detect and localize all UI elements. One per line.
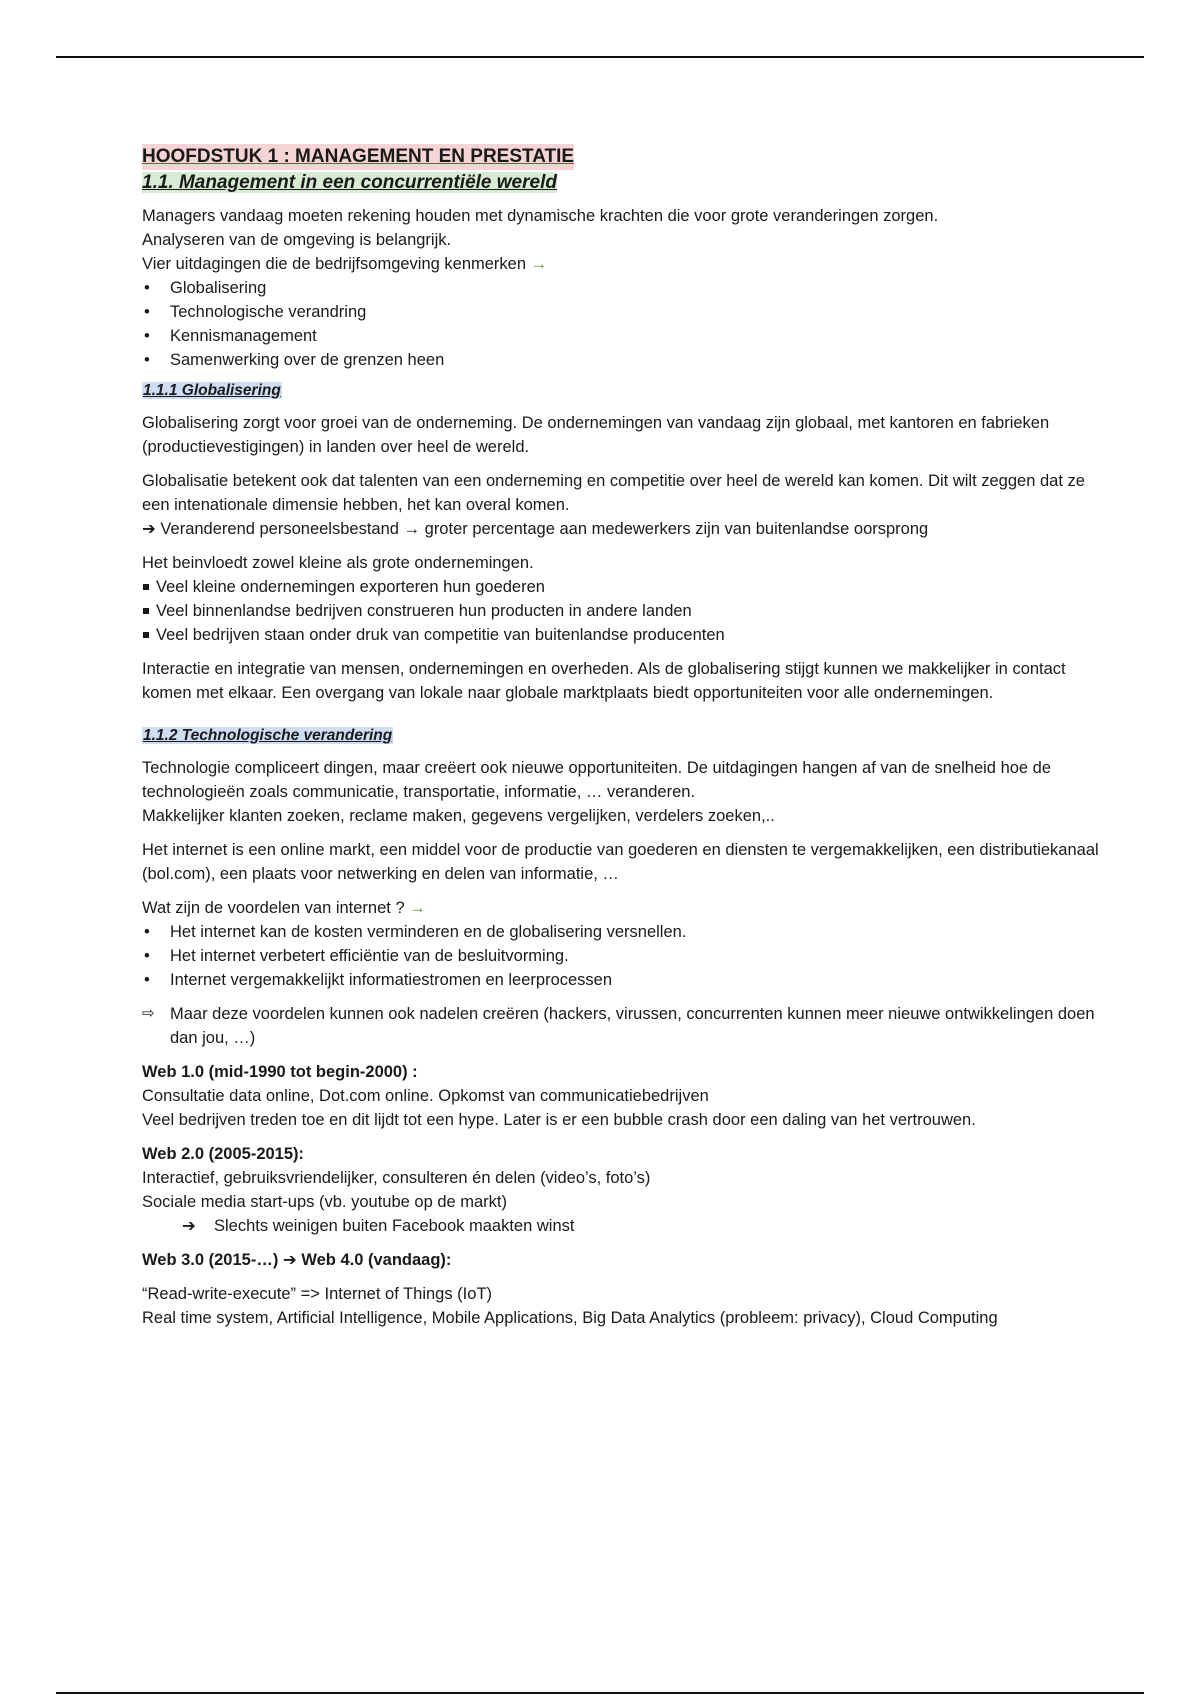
hollow-arrow-icon: ⇨ xyxy=(142,1005,155,1022)
list-item: • Het internet kan de kosten verminderen en de globalisering versnellen. xyxy=(142,920,1112,944)
web3-title xyxy=(142,1248,1112,1272)
list-item: • Samenwerking over de grenzen heen xyxy=(142,348,1112,372)
bold-arrow-icon: ➔ xyxy=(282,1251,297,1269)
chapter-title: HOOFDSTUK 1 : MANAGEMENT EN PRESTATIE xyxy=(142,144,574,170)
subsection-heading-globalisering xyxy=(142,378,1112,403)
list-item: • Globalisering xyxy=(142,276,1112,300)
list-item: • Kennismanagement xyxy=(142,324,1112,348)
paragraph: Globalisatie betekent ook dat talenten van een onderneming en competitie over heel de wereld kan komen. Dit wilt zeggen dat ze een intenationale dimensie hebben, het kan overal komen. xyxy=(142,472,1085,514)
paragraph: Technologie compliceert dingen, maar creëert ook nieuwe opportuniteiten. De uitdagingen hangen af van de snelheid hoe de technologieën zoals communicatie, transportatie, informatie, … veranderen. xyxy=(142,759,1052,801)
arrow-line xyxy=(142,517,1112,541)
paragraph: Het beinvloedt zowel kleine als grote ondernemingen. xyxy=(142,554,534,572)
paragraph: Makkelijker klanten zoeken, reclame maken, gegevens vergelijken, verdelers zoeken,.. xyxy=(142,807,775,825)
caveat-text: Maar deze voordelen kunnen ook nadelen creëren (hackers, virussen, concurrenten kunnen meer nieuwe ontwikkelingen doen dan jou, …) xyxy=(170,1005,1095,1047)
list-item: Veel bedrijven staan onder druk van competitie van buitenlandse producenten xyxy=(142,623,1112,647)
bold-arrow-icon: ➔ xyxy=(182,1217,196,1235)
paragraph: Consultatie data online, Dot.com online. Opkomst van communicatiebedrijven xyxy=(142,1087,709,1105)
right-arrow-icon: → xyxy=(409,899,426,917)
arrow-text: Veranderend personeelsbestand xyxy=(160,520,399,538)
paragraph: Interactief, gebruiksvriendelijker, consulteren én delen (video’s, foto’s) xyxy=(142,1169,651,1187)
list-item: Veel kleine ondernemingen exporteren hun goederen xyxy=(142,575,1112,599)
paragraph: Sociale media start-ups (vb. youtube op de markt) xyxy=(142,1193,508,1211)
list-item: • Technologische verandring xyxy=(142,300,1112,324)
web3-title-a: Web 3.0 (2015-…) xyxy=(142,1251,279,1269)
challenge-list xyxy=(142,276,1112,372)
intro-lead-text: Vier uitdagingen die de bedrijfsomgeving kenmerken xyxy=(142,255,527,273)
paragraph: Globalisering zorgt voor groei van de onderneming. De ondernemingen van vandaag zijn globaal, met kantoren en fabrieken (productievestigingen) in landen over heel de wereld. xyxy=(142,414,1050,456)
list-item: • Internet vergemakkelijkt informatiestromen en leerprocessen xyxy=(142,968,1112,992)
subsection-heading-technologie xyxy=(142,723,1112,748)
web3-title-b: Web 4.0 (vandaag): xyxy=(301,1251,452,1269)
web2-title: Web 2.0 (2005-2015): xyxy=(142,1145,305,1163)
caveat-item xyxy=(142,1002,1112,1050)
list-item: Veel binnenlandse bedrijven construeren hun producten in andere landen xyxy=(142,599,1112,623)
paragraph: Het internet is een online markt, een middel voor de productie van goederen en diensten te vergemakkelijken, een distributiekanaal (bol.com), een plaats voor netwerking en delen van informatie, … xyxy=(142,841,1099,883)
list-item: • Het internet verbetert efficiëntie van de besluitvorming. xyxy=(142,944,1112,968)
web1-title: Web 1.0 (mid-1990 tot begin-2000) : xyxy=(142,1063,418,1081)
bottom-rule xyxy=(56,1692,1144,1694)
intro-lead xyxy=(142,252,1112,276)
arrow-text: groter percentage aan medewerkers zijn van buitenlandse oorsprong xyxy=(424,520,929,538)
arrow-text: Slechts weinigen buiten Facebook maakten winst xyxy=(214,1217,575,1235)
intro-line: Analyseren van de omgeving is belangrijk. xyxy=(142,231,452,249)
question-line xyxy=(142,896,1112,920)
chapter-heading-wrap xyxy=(142,144,1112,170)
paragraph: Veel bedrijven treden toe en dit lijdt tot een hype. Later is er een bubble crash door een daling van het vertrouwen. xyxy=(142,1111,976,1129)
document-page xyxy=(142,144,1112,1330)
subsection-title: 1.1.1 Globalisering xyxy=(143,382,281,399)
right-arrow-icon: → xyxy=(403,520,421,538)
section-title: 1.1. Management in een concurrentiële wereld xyxy=(142,172,557,193)
web2-arrow-item xyxy=(142,1214,1112,1238)
paragraph: “Read-write-execute” => Internet of Things (IoT) xyxy=(142,1285,493,1303)
top-rule xyxy=(56,56,1144,58)
bold-arrow-icon: ➔ xyxy=(142,520,156,538)
intro-line: Managers vandaag moeten rekening houden met dynamische krachten die voor grote veranderingen zorgen. xyxy=(142,207,939,225)
section-heading xyxy=(142,170,1112,196)
paragraph: Interactie en integratie van mensen, ondernemingen en overheden. Als de globalisering stijgt kunnen we makkelijker in contact komen met elkaar. Een overgang van lokale naar globale marktplaats biedt opportuniteiten voor alle ondernemingen. xyxy=(142,660,1066,702)
advantages-list xyxy=(142,920,1112,992)
paragraph: Real time system, Artificial Intelligence, Mobile Applications, Big Data Analytics (probleem: privacy), Cloud Computing xyxy=(142,1309,998,1327)
question-text: Wat zijn de voordelen van internet ? xyxy=(142,899,405,917)
impact-list xyxy=(142,575,1112,647)
right-arrow-icon: → xyxy=(530,255,548,273)
subsection-title: 1.1.2 Technologische verandering xyxy=(143,727,393,744)
